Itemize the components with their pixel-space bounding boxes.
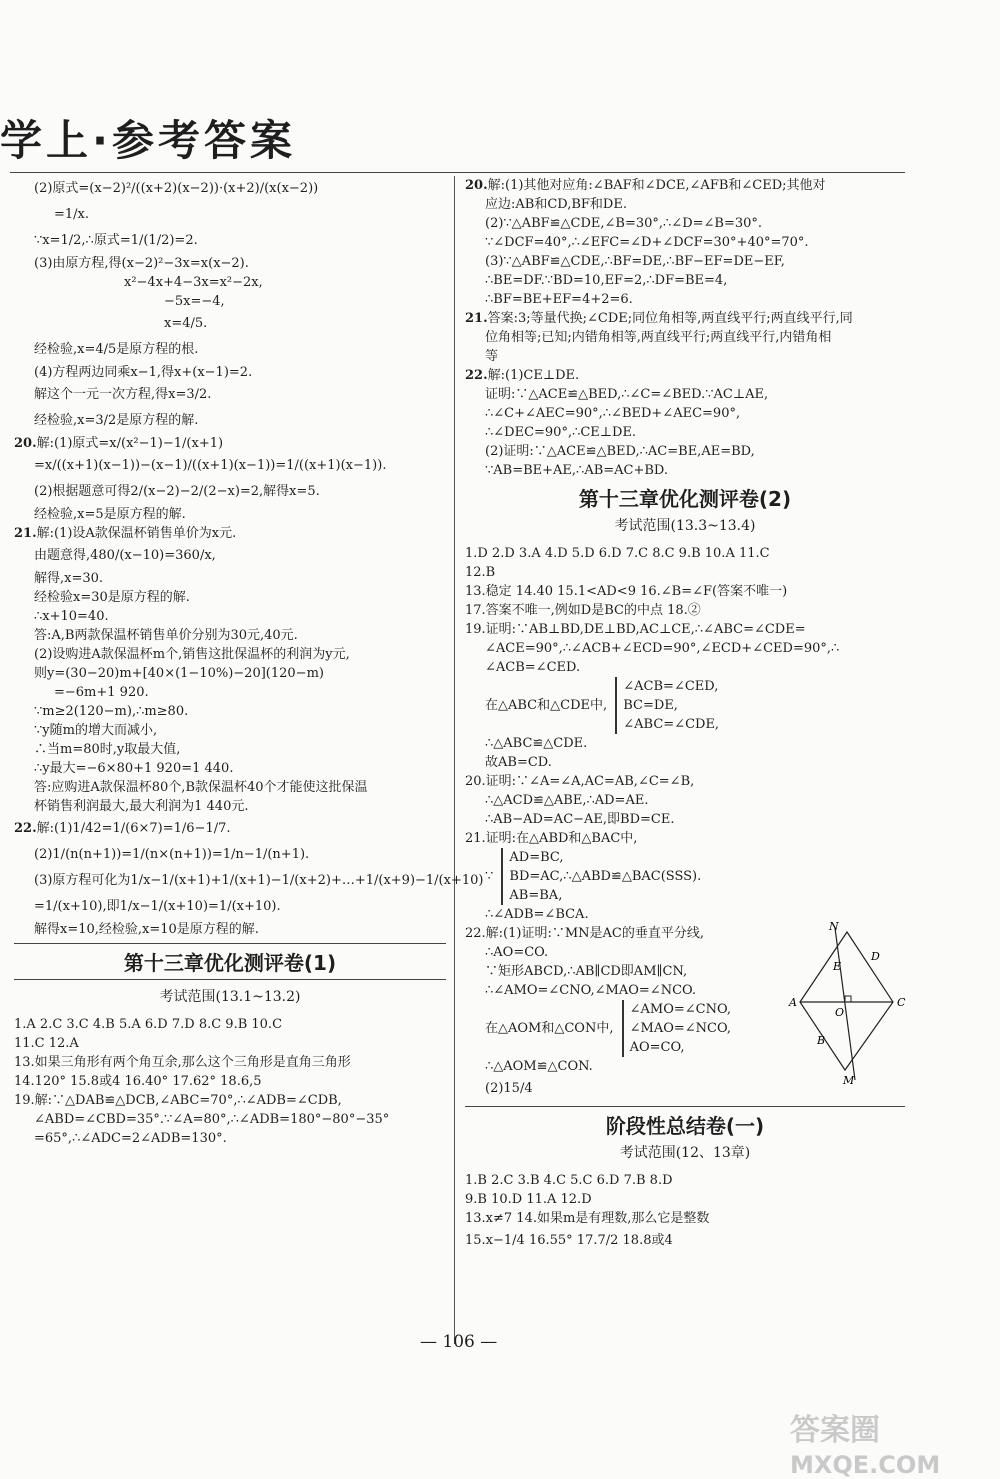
answer-text: 解得,x=30. — [34, 571, 104, 586]
answer-text: 11.C 12.A — [14, 1036, 79, 1051]
answer-text: ∴△AOM≌△CON. — [485, 1059, 593, 1074]
answer-text: 19.证明:∵AB⊥BD,DE⊥BD,AC⊥CE,∴∠ABC=∠CDE= — [465, 622, 806, 637]
section-answers — [465, 1171, 905, 1254]
answer-line — [14, 702, 446, 721]
brace-item: ∠AMO=∠CNO, — [629, 1002, 731, 1017]
answer-text: ∵AB=BE+AE,∴AB=AC+BD. — [485, 463, 669, 478]
answer-line — [465, 309, 905, 328]
answer-text: ∴AO=CO. — [485, 945, 549, 960]
section-range: 考试范围(13.1~13.2) — [159, 989, 301, 1005]
answer-text: ∠ABD=∠CBD=35°.∵∠A=80°,∴∠ADB=180°−80°−35° — [34, 1112, 390, 1127]
answer-text: ∵m≥2(120−m),∴m≥80. — [34, 704, 189, 719]
answer-text: =−6m+1 920. — [54, 685, 149, 700]
answer-line — [14, 778, 446, 797]
answer-text: =1/x. — [54, 207, 90, 222]
answer-text: 13.如果三角形有两个角互余,那么这个三角形是直角三角形 — [14, 1055, 351, 1070]
answer-line — [14, 505, 446, 524]
answer-line — [14, 1053, 446, 1072]
answer-text: 解:(1)其他对应角:∠BAF和∠DCE,∠AFB和∠CED;其他对 — [487, 178, 826, 193]
answer-line — [465, 544, 905, 563]
answer-text: 1.B 2.C 3.B 4.C 5.C 6.D 7.B 8.D — [465, 1173, 673, 1188]
answer-text: 12.B — [465, 565, 496, 580]
answer-text: ∴∠C+∠AEC=90°,∴∠BED+∠AEC=90°, — [485, 406, 741, 421]
section-divider — [14, 979, 446, 980]
right-angle-mark — [845, 996, 851, 1002]
answer-line — [14, 311, 446, 337]
answer-line — [465, 563, 905, 582]
answer-text: (3)∵△ABF≌△CDE,∴BF=DE,∴BF−EF=DE−EF, — [485, 254, 785, 269]
brace-item: BD=AC,∴△ABD≌△BAC(SSS). — [509, 869, 702, 884]
answer-line — [14, 176, 446, 202]
answer-text: 19.解:∵△DAB≌△DCB,∠ABC=70°,∴∠ADB=∠CDB, — [14, 1093, 342, 1108]
question-number: 22. — [14, 821, 37, 836]
answer-line — [465, 734, 905, 753]
answer-text: =x/((x+1)(x−1))−(x−1)/((x+1)(x−1))=1/((x+1)(x−1)). — [34, 458, 387, 473]
answer-line — [14, 645, 446, 664]
answer-line — [465, 791, 905, 810]
section-title: 第十三章优化测评卷(1) — [123, 951, 337, 975]
answer-text: 20.证明:∵∠A=∠A,AC=AB,∠C=∠B, — [465, 774, 695, 789]
answer-text: (2)1/(n(n+1))=1/(n×(n+1))=1/n−1/(n+1). — [34, 847, 310, 862]
answer-text: (3)由原方程,得(x−2)²−3x=x(x−2). — [34, 256, 249, 271]
answer-text: (2)15/4 — [485, 1081, 533, 1096]
answer-line — [14, 453, 446, 479]
answer-line — [465, 810, 905, 829]
answer-line — [14, 740, 446, 759]
answer-line — [465, 195, 905, 214]
answer-text: 答:应购进A款保温杯80个,B款保温杯40个才能使这批保温 — [34, 780, 368, 795]
answer-line — [14, 1091, 446, 1110]
question-number: 21. — [14, 526, 37, 541]
answer-line — [14, 479, 446, 505]
brace-item: AO=CO, — [629, 1040, 685, 1055]
answer-text: 经检验x=30是原方程的解. — [34, 590, 190, 605]
brace — [615, 677, 719, 734]
answer-text: ∴BF=BE+EF=4+2=6. — [485, 292, 633, 307]
watermark-text: 答案圈 — [790, 1413, 880, 1448]
answer-line — [14, 254, 446, 273]
answer-line — [465, 753, 905, 772]
brace-prefix: ∵ — [485, 869, 494, 884]
answer-line — [14, 1034, 446, 1053]
answer-line — [465, 214, 905, 233]
answer-text: −5x=−4, — [164, 294, 225, 309]
answer-text: ∴BE=DF.∵BD=10,EF=2,∴DF=BE=4, — [485, 273, 728, 288]
answer-line — [465, 601, 905, 620]
answer-text: (2)设购进A款保温杯m个,销售这批保温杯的利润为y元, — [34, 647, 350, 662]
answer-line — [465, 639, 905, 658]
section-title: 阶段性总结卷(一) — [605, 1114, 765, 1138]
answer-line — [14, 434, 446, 453]
label-e: E — [833, 960, 842, 973]
answer-text: =65°,∴∠ADC=2∠ADB=130°. — [34, 1131, 227, 1146]
answer-text: 解:(1)CE⊥DE. — [487, 368, 580, 383]
answer-text: 等 — [485, 349, 499, 364]
header-divider — [10, 172, 905, 173]
answer-line — [14, 228, 446, 254]
label-m: M — [843, 1074, 855, 1085]
answer-text: ∴∠ADB=∠BCA. — [485, 907, 589, 922]
answer-text: 1.A 2.C 3.C 4.B 5.A 6.D 7.D 8.C 9.B 10.C — [14, 1017, 283, 1032]
answer-text: 故AB=CD. — [485, 755, 552, 770]
answer-text: =1/(x+10),即1/x−1/(x+10)=1/(x+10). — [34, 899, 281, 914]
answer-line — [14, 664, 446, 683]
brace-prefix: 在△AOM和△CON中, — [485, 1021, 614, 1036]
answer-line — [14, 816, 446, 842]
answer-text: x=4/5. — [164, 316, 208, 331]
answer-line — [14, 543, 446, 569]
brace-block — [465, 848, 905, 905]
answer-text: 17.答案不唯一,例如D是BC的中点 18.② — [465, 603, 701, 618]
answer-text: (2)∵△ABF≌△CDE,∠B=30°,∴∠D=∠B=30°. — [485, 216, 763, 231]
answer-text: 位角相等;已知;内错角相等,两直线平行;两直线平行,内错角相 — [485, 330, 832, 345]
answer-line — [14, 382, 446, 408]
answer-line — [14, 1129, 446, 1148]
answer-text: ∴x+10=40. — [34, 609, 109, 624]
answer-text: (4)方程两边同乘x−1,得x+(x−1)=2. — [34, 365, 253, 380]
label-b: B — [817, 1034, 826, 1047]
page-title: 学上·参考答案 — [0, 116, 296, 165]
answer-line — [465, 829, 905, 848]
answer-text: 解这个一元一次方程,得x=3/2. — [34, 387, 212, 402]
answer-text: ∴∠DEC=90°,∴CE⊥DE. — [485, 425, 637, 440]
answer-text: ∴△ACD≌△ABE,∴AD=AE. — [485, 793, 649, 808]
answer-line — [465, 1171, 905, 1190]
brace-item: BC=DE, — [623, 698, 678, 713]
answer-text: 22.解:(1)证明:∵MN是AC的垂直平分线, — [465, 926, 705, 941]
answer-text: ∠ACE=90°,∴∠ACB+∠ECD=90°,∠ECD+∠CED=90°,∴ — [485, 641, 840, 656]
answer-text: 13.x≠7 14.如果m是有理数,那么它是整数 — [465, 1211, 710, 1226]
answer-text: 经检验,x=4/5是原方程的根. — [34, 342, 199, 357]
answer-text: ∴y最大=−6×80+1 920=1 440. — [34, 761, 234, 776]
answer-text: ∵x=1/2,∴原式=1/(1/2)=2. — [34, 233, 198, 248]
answer-line — [465, 271, 905, 290]
brace-block — [465, 677, 905, 734]
label-a: A — [789, 996, 797, 1009]
answer-line — [14, 607, 446, 626]
brace-item: AB=BA, — [509, 888, 563, 903]
answer-text: 13.稳定 14.40 15.1<AD<9 16.∠B=∠F(答案不唯一) — [465, 584, 788, 599]
section-range: 考试范围(13.3~13.4) — [614, 518, 756, 534]
label-c: C — [897, 996, 906, 1009]
answer-line — [14, 1072, 446, 1091]
answer-text: 杯销售利润最大,最大利润为1 440元. — [34, 799, 249, 814]
answer-line — [14, 1110, 446, 1129]
answer-line — [465, 1190, 905, 1209]
answer-line — [14, 337, 446, 363]
brace-item: ∠ACB=∠CED, — [623, 679, 719, 694]
answer-line — [14, 721, 446, 740]
page-number: — 106 — — [420, 1332, 498, 1352]
answer-text: 则y=(30−20)m+[40×(1−10%)−20](120−m) — [34, 666, 324, 681]
answer-line — [14, 626, 446, 645]
geometry-figure — [785, 920, 915, 1085]
answer-line — [14, 920, 446, 939]
answer-line — [465, 404, 905, 423]
answer-line — [465, 1228, 905, 1254]
answer-text: 21.证明:在△ABD和△BAC中, — [465, 831, 638, 846]
answer-line — [465, 347, 905, 366]
answer-text: (2)根据题意可得2/(x−2)−2/(2−x)=2,解得x=5. — [34, 484, 320, 499]
watermark-url: MXQE.COM — [790, 1451, 941, 1479]
answer-line — [14, 292, 446, 311]
answer-line — [465, 582, 905, 601]
answer-text: ∴AB−AD=AC−AE,即BD=CE. — [485, 812, 675, 827]
answer-line — [14, 408, 446, 434]
answer-text: 答案:3;等量代换;∠CDE;同位角相等,两直线平行;两直线平行,同 — [487, 311, 853, 326]
answer-text: 解:(1)设A款保温杯销售单价为x元. — [36, 526, 237, 541]
line-mn — [835, 928, 855, 1080]
answer-text: 1.D 2.D 3.A 4.D 5.D 6.D 7.C 8.C 9.B 10.A 11.C — [465, 546, 770, 561]
section-answers — [465, 544, 905, 677]
answer-text: ∵矩形ABCD,∴AB∥CD即AM∥CN, — [485, 964, 688, 979]
answer-text: ∴△ABC≌△CDE. — [485, 736, 588, 751]
answer-text: (2)原式=(x−2)²/((x+2)(x−2))·(x+2)/(x(x−2)) — [34, 181, 319, 196]
watermark — [790, 1405, 990, 1479]
answer-text: 解得x=10,经检验,x=10是原方程的解. — [34, 922, 259, 937]
answer-text: ∵∠DCF=40°,∴∠EFC=∠D+∠DCF=30°+40°=70°. — [485, 235, 809, 250]
answer-text: (2)证明:∵△ACE≌△BED,∴AC=BE,AE=BD, — [485, 444, 755, 459]
label-d: D — [871, 950, 880, 963]
brace-item: AD=BC, — [509, 850, 564, 865]
brace-item: ∠MAO=∠NCO, — [629, 1021, 731, 1036]
question-number: 20. — [465, 178, 488, 193]
answer-line — [465, 328, 905, 347]
answer-text: 解:(1)原式=x/(x²−1)−1/(x+1) — [36, 436, 224, 451]
answer-text: 经检验,x=5是原方程的解. — [34, 507, 186, 522]
section-answers — [465, 734, 905, 848]
answer-line — [465, 620, 905, 639]
answer-line — [465, 772, 905, 791]
answer-line — [14, 797, 446, 816]
question-number: 20. — [14, 436, 37, 451]
label-o: O — [835, 1006, 845, 1019]
answer-line — [465, 176, 905, 195]
answer-text: ∴∠AMO=∠CNO,∠MAO=∠NCO. — [485, 983, 697, 998]
answer-text: 解:(1)1/42=1/(6×7)=1/6−1/7. — [36, 821, 231, 836]
answer-line — [14, 202, 446, 228]
brace-item: ∠ABC=∠CDE, — [623, 717, 720, 732]
question-number: 22. — [465, 368, 488, 383]
section-range: 考试范围(12、13章) — [619, 1145, 751, 1161]
answer-line — [14, 868, 484, 894]
brace-prefix: 在△ABC和△CDE中, — [485, 698, 608, 713]
answer-line — [465, 290, 905, 309]
brace — [501, 848, 701, 905]
section-divider — [465, 1106, 905, 1107]
answer-text: 由题意得,480/(x−10)=360/x, — [34, 548, 216, 563]
answer-line — [14, 588, 446, 607]
right-answers — [465, 176, 905, 480]
answer-line — [465, 442, 905, 461]
answer-text: 证明:∵△ACE≌△BED,∴∠C=∠BED.∵AC⊥AE, — [485, 387, 769, 402]
answer-text: 应边:AB和CD,BF和DE. — [485, 197, 627, 212]
answer-line — [465, 366, 905, 385]
answer-text: 14.120° 15.8或4 16.40° 17.62° 18.6,5 — [14, 1074, 262, 1089]
answer-line — [14, 1015, 446, 1034]
answer-line — [14, 894, 446, 920]
brace — [622, 1000, 731, 1057]
section-divider — [14, 943, 446, 944]
answer-text: ∵y随m的增大而减小, — [34, 723, 158, 738]
question-number: 21. — [465, 311, 488, 326]
answer-text: 经检验,x=3/2是原方程的解. — [34, 413, 199, 428]
answer-line — [465, 1209, 905, 1228]
section-title: 第十三章优化测评卷(2) — [578, 487, 792, 511]
answer-line — [465, 461, 905, 480]
answer-line — [14, 759, 446, 778]
answer-text: 15.x−1/4 16.55° 17.7/2 18.8或4 — [465, 1233, 673, 1248]
answer-line — [14, 273, 446, 292]
answer-text: ∠ACB=∠CED. — [485, 660, 581, 675]
label-n: N — [829, 920, 839, 933]
answer-line — [465, 385, 905, 404]
answer-text: 答:A,B两款保温杯销售单价分别为30元,40元. — [34, 628, 298, 643]
answer-line — [14, 842, 446, 868]
answer-text: ∴当m=80时,y取最大值, — [34, 742, 181, 757]
answer-line — [14, 569, 446, 588]
answer-line — [465, 658, 905, 677]
answer-line — [14, 683, 446, 702]
answer-text: (3)原方程可化为1/x−1/(x+1)+1/(x+1)−1/(x+2)+…+1/(x+9)−1/(x+10) — [34, 873, 484, 888]
answer-line — [14, 524, 446, 543]
answer-line — [465, 423, 905, 442]
answer-line — [465, 233, 905, 252]
answer-line — [14, 363, 446, 382]
answer-line — [465, 252, 905, 271]
right-column — [465, 176, 905, 1316]
section-answers — [14, 1015, 446, 1148]
answer-text: x²−4x+4−3x=x²−2x, — [124, 275, 263, 290]
answer-text: 9.B 10.D 11.A 12.D — [465, 1192, 592, 1207]
